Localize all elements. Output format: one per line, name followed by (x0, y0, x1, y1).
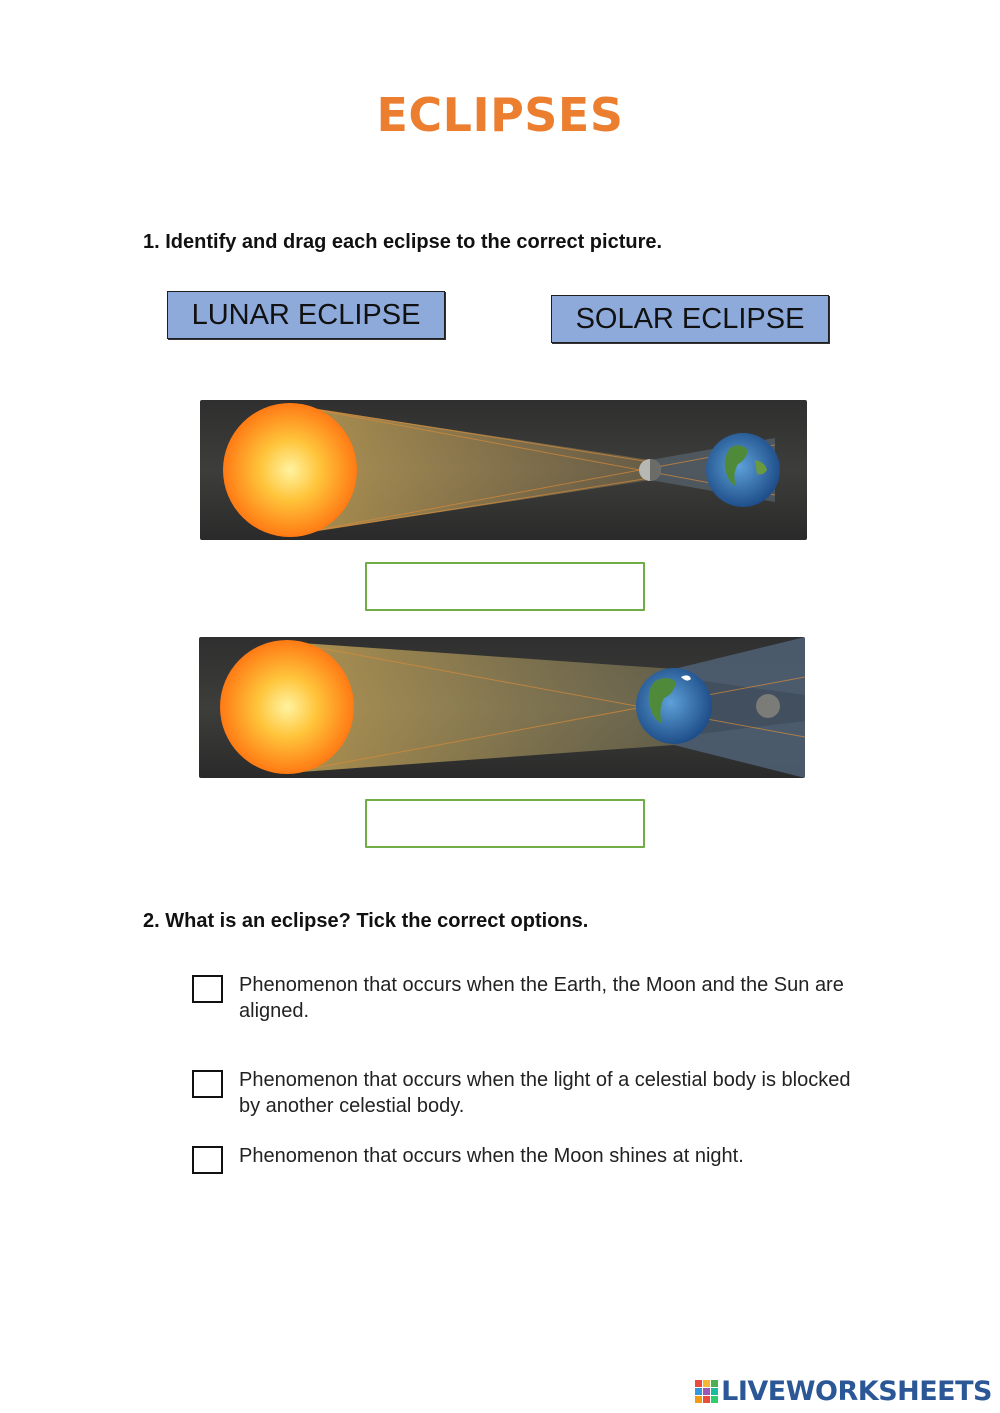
drop-zone-1[interactable] (365, 562, 645, 611)
option-1 (192, 975, 852, 1024)
drop-zone-2[interactable] (365, 799, 645, 848)
option-1-checkbox[interactable] (192, 975, 223, 1003)
brand-name: LIVEWORKSHEETS (721, 1376, 992, 1407)
question-1-text: 1. Identify and drag each eclipse to the correct picture. (143, 231, 663, 253)
liveworksheets-logo-icon (695, 1380, 719, 1404)
liveworksheets-brand (695, 1376, 992, 1407)
option-2 (192, 1070, 852, 1119)
option-2-text: Phenomenon that occurs when the light of a celestial body is blocked by another celestial body. (239, 1069, 851, 1117)
option-1-text: Phenomenon that occurs when the Earth, the Moon and the Sun are aligned. (239, 974, 844, 1022)
eclipse-picture-2 (199, 637, 805, 778)
option-3-checkbox[interactable] (192, 1146, 223, 1174)
option-2-checkbox[interactable] (192, 1070, 223, 1098)
option-3 (192, 1146, 852, 1174)
solar-eclipse-drag-label[interactable]: SOLAR ECLIPSE (551, 295, 829, 343)
option-3-text: Phenomenon that occurs when the Moon shines at night. (239, 1145, 744, 1167)
eclipse-picture-1 (200, 400, 807, 540)
question-2-text: 2. What is an eclipse? Tick the correct options. (143, 910, 589, 932)
lunar-eclipse-drag-label[interactable]: LUNAR ECLIPSE (167, 291, 445, 339)
page-title: ECLIPSES (376, 88, 624, 142)
